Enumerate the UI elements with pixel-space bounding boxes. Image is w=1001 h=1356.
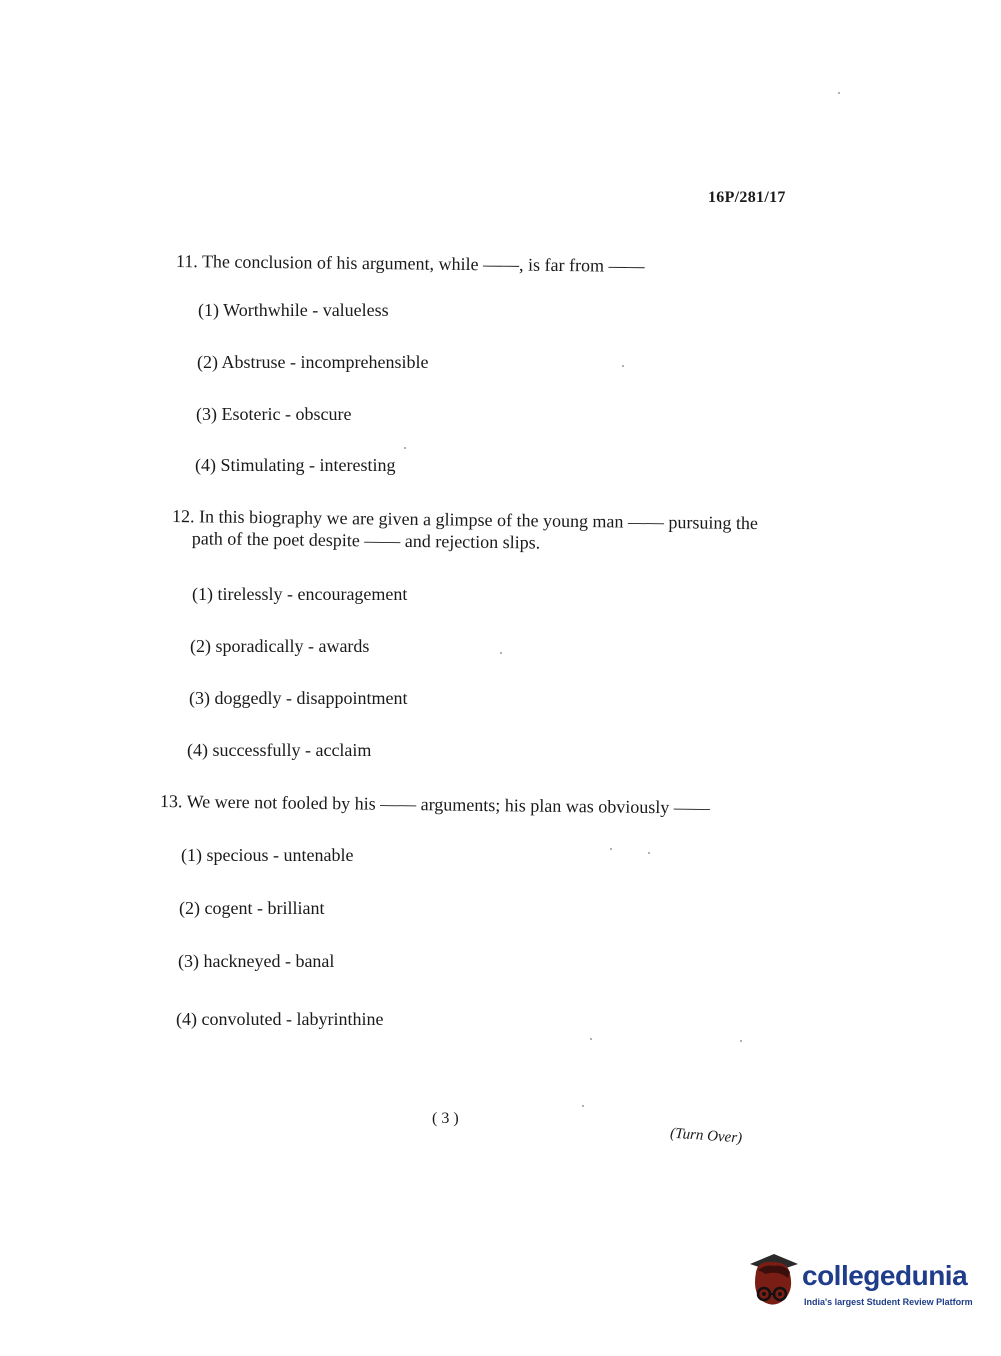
question-11-option-4: (4) Stimulating - interesting bbox=[195, 455, 396, 475]
question-13-option-4: (4) convoluted - labyrinthine bbox=[176, 1009, 384, 1029]
scan-speck bbox=[500, 652, 502, 654]
question-13-option-3: (3) hackneyed - banal bbox=[178, 951, 335, 971]
question-11-option-1: (1) Worthwhile - valueless bbox=[198, 300, 389, 320]
scan-speck bbox=[740, 1040, 742, 1042]
question-13-stem: 13. We were not fooled by his —— arguments; his plan was obviously —— bbox=[159, 791, 710, 818]
scan-speck bbox=[610, 848, 612, 850]
question-12-option-4: (4) successfully - acclaim bbox=[187, 740, 372, 760]
page-number: ( 3 ) bbox=[432, 1110, 459, 1127]
scan-speck bbox=[582, 1105, 584, 1107]
collegedunia-logo bbox=[744, 1250, 974, 1320]
question-11-option-3: (3) Esoteric - obscure bbox=[196, 404, 352, 424]
question-12-option-3: (3) doggedly - disappointment bbox=[189, 688, 408, 708]
scan-speck bbox=[622, 365, 624, 367]
question-11-option-2: (2) Abstruse - incomprehensible bbox=[197, 352, 429, 372]
turn-over-note: (Turn Over) bbox=[669, 1125, 743, 1147]
question-12-stem bbox=[172, 505, 792, 557]
graduate-mascot-icon bbox=[744, 1250, 802, 1312]
paper-code: 16P/281/17 bbox=[708, 189, 786, 206]
scan-speck bbox=[404, 447, 406, 449]
question-13-option-1: (1) specious - untenable bbox=[181, 845, 354, 865]
logo-tagline: India's largest Student Review Platform bbox=[804, 1297, 973, 1307]
question-12-option-2: (2) sporadically - awards bbox=[190, 636, 370, 656]
question-12-option-1: (1) tirelessly - encouragement bbox=[192, 584, 408, 604]
scan-speck bbox=[648, 852, 650, 854]
scan-speck bbox=[838, 92, 840, 94]
question-12-stem-line-2: path of the poet despite —— and rejection slips. bbox=[191, 528, 541, 553]
question-13-option-2: (2) cogent - brilliant bbox=[179, 898, 325, 918]
question-12-stem-line-1: 12. In this biography we are given a glimpse of the young man —— pursuing the bbox=[172, 506, 759, 534]
question-11-stem: 11. The conclusion of his argument, while ——, is far from —— bbox=[175, 251, 645, 276]
logo-wordmark: collegedunia bbox=[802, 1260, 968, 1291]
scan-speck bbox=[590, 1038, 592, 1040]
